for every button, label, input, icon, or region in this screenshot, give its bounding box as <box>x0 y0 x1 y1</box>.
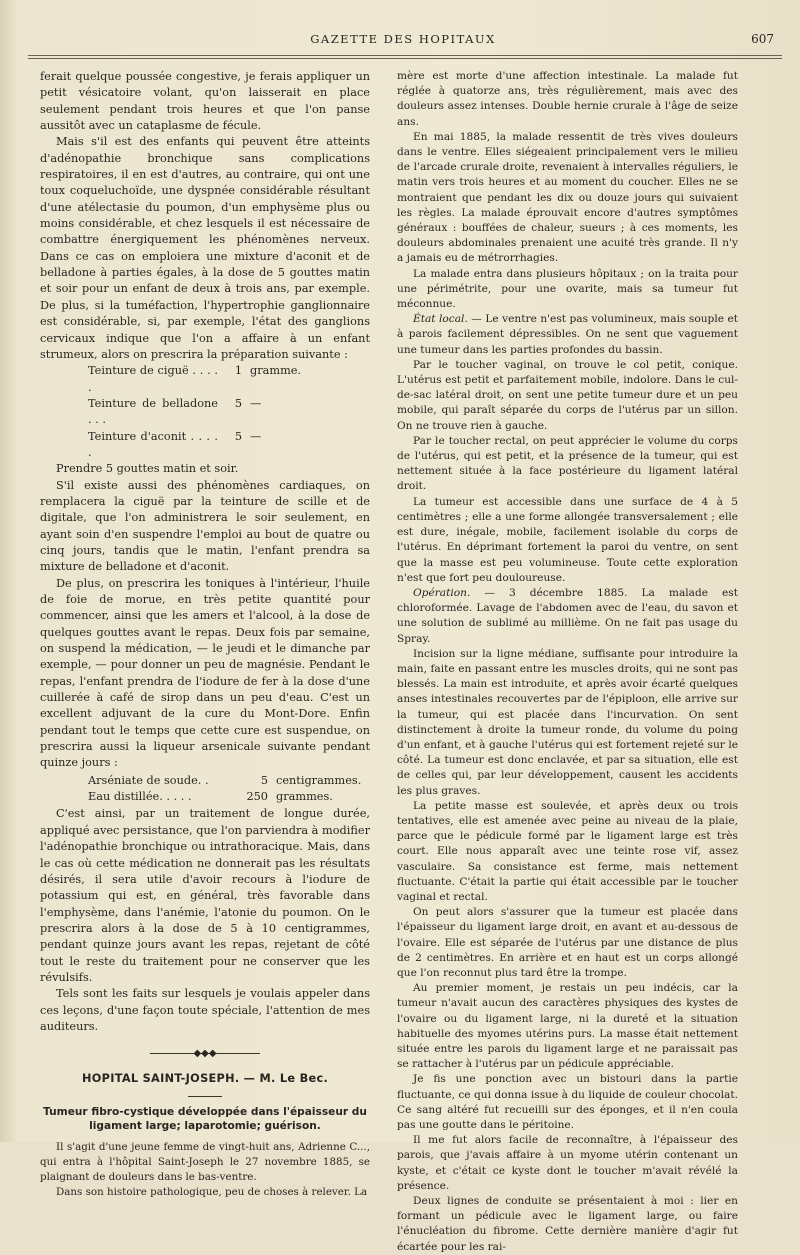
paragraph: En mai 1885, la malade ressentit de très vives douleurs dans le ventre. Elles siégeaient principalement vers le milieu de l'arcade crurale droite, revenaient à intervalles réguliers, le matin vers trois heures et au moment du coucher. Elles ne se montraient que pendant les dix ou douze jours qui suivaient les règles. La malade éprouvait encore d'autres symptômes généraux : bouffées de chaleur, sueurs ; à ces moments, les douleurs abdominales prenaient une acuité très grande. Il n'y a jamais eu de métrorrhagies. <box>397 130 738 265</box>
ingredient: Eau distillée. . . . . <box>88 790 192 804</box>
paragraph <box>397 586 738 647</box>
paragraph: Par le toucher vaginal, on trouve le col petit, conique. L'utérus est petit et parfaitement mobile, indolore. Dans le cul-de-sac latéral droit, on sent une petite tumeur dure et un peu mobile, qui paraît séparée du corps de l'utérus par un sillon. On ne trouve rien à gauche. <box>397 358 738 432</box>
quantity: 5 <box>234 396 242 410</box>
left-column <box>40 69 370 1200</box>
paragraph: Deux lignes de conduite se présentaient à moi : lier en formant un pédicule avec le ligament large, ou faire l'énucléation du fibrome. Cette dernière manière d'agir fut écartée pour les rai- <box>397 1195 738 1253</box>
page-header <box>20 30 786 52</box>
ingredient: Teinture de belladone . . . <box>88 396 218 427</box>
header-rule <box>28 55 782 56</box>
paragraph: De plus, on prescrira les toniques à l'intérieur, l'huile de foie de morue, en très petite quantité pour commencer, ainsi que les amers et l'alcool, à la dose de quelques gouttes avant le repas. Deux fois par semaine, on suspend la médication, — le jeudi et le dimanche par exemple, — pour donner un peu de magnésie. Pendant le repas, l'enfant prendra de l'iodure de fer à la dose d'une cuillerée à café de sirop dans un peu d'eau. C'est un excellent adjuvant de la cure du Mont-Dore. Enfin pendant tout le temps que cette cure est suspendue, on prescrira aussi la liqueur arsenicale suivante pendant quinze jours : <box>40 576 370 770</box>
paragraph: Prendre 5 gouttes matin et soir. <box>56 462 239 476</box>
unit: grammes. <box>276 790 333 804</box>
unit: — <box>250 429 262 443</box>
quantity: 5 <box>260 773 268 787</box>
section-divider <box>40 1047 370 1061</box>
prescription-2 <box>40 773 370 806</box>
paragraph <box>397 312 738 358</box>
paragraph: Il s'agit d'une jeune femme de vingt-huit ans, Adrienne C..., qui entra à l'hôpital Saint-Joseph le 27 novembre 1885, se plaignant de douleurs dans le bas-ventre. <box>40 1140 370 1183</box>
unit: — <box>250 396 262 410</box>
paragraph-text: — 3 décembre 1885. La malade est chloroformée. Lavage de l'abdomen avec de l'eau, du savon et une solution de sublimé au millième. On ne fait pas usage du Spray. <box>397 586 738 645</box>
prescription-1 <box>40 363 370 461</box>
prescription-row <box>88 363 370 396</box>
header-rule-secondary <box>28 58 782 59</box>
paragraph: La petite masse est soulevée, et après deux ou trois tentatives, elle est amenée avec peine au niveau de la plaie, parce que le pédicule formé par le ligament large est très court. Elle nous apparaît avec une teinte rose vif, assez vasculaire. Sa consistance est ferme, mais nettement fluctuante. C'était la partie qui était accessible par le toucher vaginal et rectal. <box>397 799 738 903</box>
paragraph: Incision sur la ligne médiane, suffisante pour introduire la main, faite en passant entre les muscles droits, qui ne sont pas blessés. La main est introduite, et après avoir écarté quelques anses intestinales recouvertes par de l'épiploon, elle arrive sur la tumeur, qui est placée dans l'incurvation. On sent distinctement à droite la tumeur ronde, du volume du poing d'un enfant, et à gauche l'utérus qui est fortement rejeté sur le côté. La tumeur est donc enclavée, et par sa situation, elle est de celles qui, par leur développement, causent les accidents les plus graves. <box>397 647 738 797</box>
paragraph: Au premier moment, je restais un peu indécis, car la tumeur n'avait aucun des caractères physiques des kystes de l'ovaire ou du ligament large, ni la dureté et la situation habituelle des myomes utérins purs. La masse était nettement située entre les parois du ligament large et ne paraissait pas se rattacher à l'utérus par un pédicule appréciable. <box>397 982 738 1071</box>
paragraph: mère est morte d'une affection intestinale. La malade fut réglée à quatorze ans, très régulièrement, mais avec des douleurs assez intenses. Double hernie crurale à l'âge de seize ans. <box>397 70 738 128</box>
unit: gramme. <box>250 364 302 378</box>
prescription-row <box>88 429 370 462</box>
paragraph: Tels sont les faits sur lesquels je voulais appeler dans ces leçons, d'une façon toute spéciale, l'attention de mes auditeurs. <box>40 987 370 1033</box>
paragraph: Je fis une ponction avec un bistouri dans la partie fluctuante, ce qui donna issue à du liquide de couleur chocolat. Ce sang altéré fut recueilli sur des éponges, et il n'en coula pas une goutte dans le péritoine. <box>397 1073 738 1132</box>
section-label: État local. <box>413 313 468 326</box>
paragraph: La malade entra dans plusieurs hôpitaux ; on la traita pour une périmétrite, pour une ovarite, mais sa tumeur fut méconnue. <box>397 267 738 311</box>
paragraph: On peut alors s'assurer que la tumeur est placée dans l'épaisseur du ligament large droit, en avant et au-dessous de l'ovaire. Elle est séparée de l'utérus par une distance de plus de 2 centimètres. En arrière et en haut est un corps allongé que l'on reconnut plus tard être la trompe. <box>397 906 738 979</box>
hospital-heading: HOPITAL SAINT-JOSEPH. — M. Le Bec. <box>81 1072 329 1086</box>
right-column <box>397 69 738 1255</box>
page-number: 607 <box>751 32 774 46</box>
paragraph: La tumeur est accessible dans une surface de 4 à 5 centimètres ; elle a une forme allongée transversalement ; elle est dure, inégale, mobile, facilement isolable du corps de l'utérus. En déprimant fortement la paroi du ventre, on sent que la masse est peu volumineuse. Toute cette exploration n'est que fort peu douloureuse. <box>397 495 738 584</box>
prescription-row <box>88 773 370 789</box>
paragraph: ferait quelque poussée congestive, je ferais appliquer un petit vésicatoire volant, qu'on laisserait en place seulement pendant trois heures et que l'on panse aussitôt avec un cataplasme de fécule. <box>40 70 370 133</box>
prescription-row <box>88 789 370 805</box>
section-label: Opération. <box>413 586 471 599</box>
ingredient: Teinture de ciguë . . . . . <box>88 364 218 394</box>
ingredient: Teinture d'aconit . . . . . <box>88 429 218 459</box>
paragraph: Il me fut alors facile de reconnaître, à l'épaisseur des parois, que j'avais affaire à un myome utérin contenant un kyste, et c'était ce kyste dont le toucher m'avait révélé la présence. <box>397 1134 738 1192</box>
prescription-row <box>88 396 370 429</box>
divider-ornament-icon: ◆◆◆ <box>193 1048 217 1060</box>
quantity: 250 <box>246 790 268 804</box>
unit: centigrammes. <box>276 773 362 787</box>
short-rule <box>188 1096 222 1097</box>
paragraph: Mais s'il est des enfants qui peuvent être atteints d'adénopathie bronchique sans complications respiratoires, il en est d'autres, au contraire, qui ont une toux coqueluchoïde, une dyspnée considérable résultant d'une atélectasie du poumon, d'un emphysème plus ou moins considérable, et chez lesquels il est nécessaire de combattre énergiquement les phénomènes nerveux. Dans ce cas on emploiera une mixture d'aconit et de belladone à parties égales, à la dose de 5 gouttes matin et soir pour un enfant de deux à trois ans, par exemple. De plus, si la tuméfaction, l'hypertrophie ganglionnaire est considérable, si, par exemple, l'état des ganglions cervicaux indique que l'on a affaire à un enfant strumeux, alors on prescrira la préparation suivante : <box>40 135 370 361</box>
quantity: 1 <box>234 364 242 378</box>
paragraph: Par le toucher rectal, on peut apprécier le volume du corps de l'utérus, qui est petit, et la présence de la tumeur, qui est nettement située à la face postérieure du ligament latéral droit. <box>397 434 738 493</box>
case-title: Tumeur fibro-cystique développée dans l'épaisseur du ligament large; laparotomie; guérison. <box>43 1105 367 1133</box>
paragraph-text: — Le ventre n'est pas volumineux, mais souple et à parois facilement dépressibles. On ne sent que vaguement une tumeur dans les parties profondes du bassin. <box>397 313 738 356</box>
quantity: 5 <box>234 429 242 443</box>
paragraph: C'est ainsi, par un traitement de longue durée, appliqué avec persistance, que l'on parviendra à modifier l'adénopathie bronchique ou intrathoracique. Mais, dans le cas où cette médication ne donnerait pas les résultats désirés, il sera utile d'avoir recours à l'iodure de potassium qui est, en général, très favorable dans l'emphysème, dans l'anémie, l'atonie du poumon. On le prescrira alors à la dose de 5 à 10 centigrammes, pendant quinze jours avant les repas, rejetant de côté tout le reste du traitement pour ne conserver que les révulsifs. <box>40 807 370 984</box>
paragraph: S'il existe aussi des phénomènes cardiaques, on remplacera la ciguë par la teinture de scille et de digitale, que l'on administrera le soir seulement, en ayant soin d'en suspendre l'emploi au bout de quatre ou cinq jours, tandis que le matin, l'enfant prendra sa mixture de belladone et d'aconit. <box>40 478 370 574</box>
paragraph: Dans son histoire pathologique, peu de choses à relever. La <box>56 1185 368 1198</box>
ingredient: Arséniate de soude. . <box>88 773 209 787</box>
journal-title: GAZETTE DES HOPITAUX <box>310 32 496 46</box>
